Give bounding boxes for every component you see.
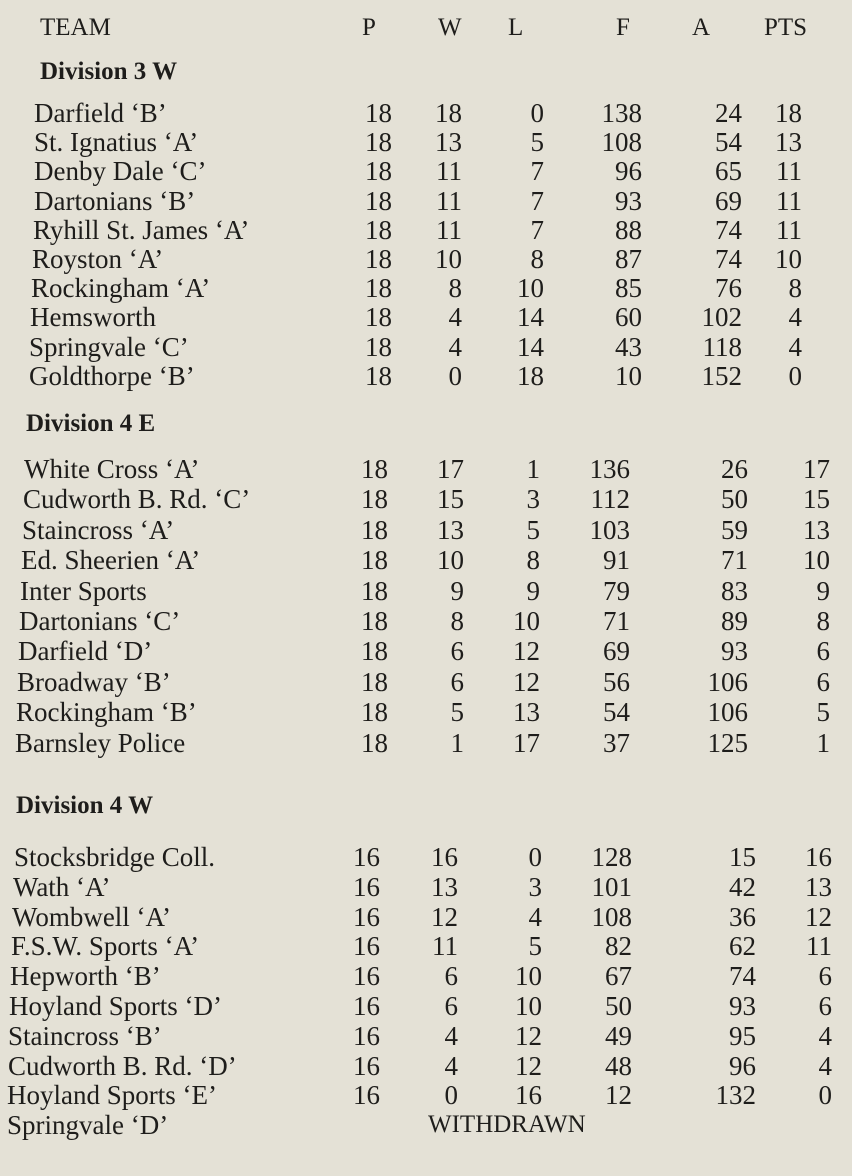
cell-f: 85 (615, 273, 642, 304)
team-name: Inter Sports (20, 575, 147, 606)
cell-f: 108 (601, 127, 642, 158)
cell-l: 8 (530, 244, 544, 274)
table-row (0, 98, 852, 128)
cell-a: 93 (721, 636, 748, 667)
table-row (0, 361, 852, 391)
cell-w: 8 (450, 606, 464, 636)
table-row (0, 545, 852, 575)
cell-l: 12 (513, 636, 540, 667)
cell-f: 56 (603, 666, 630, 697)
cell-f: 48 (605, 1050, 632, 1081)
cell-a: 50 (721, 484, 748, 515)
cell-f: 50 (605, 991, 632, 1021)
cell-l: 14 (517, 302, 544, 333)
cell-l: 7 (530, 214, 544, 245)
table-row (0, 636, 852, 666)
team-name: Dartonians ‘C’ (19, 606, 181, 636)
cell-p: 18 (365, 244, 392, 274)
cell-a: 102 (701, 302, 742, 333)
cell-l: 7 (530, 185, 544, 216)
table-row (0, 332, 852, 362)
cell-w: 16 (431, 842, 458, 872)
cell-l: 10 (515, 961, 542, 992)
table-row (0, 606, 852, 636)
cell-a: 36 (729, 901, 756, 932)
table-row (0, 244, 852, 274)
header-f: F (616, 14, 630, 41)
cell-p: 18 (361, 697, 388, 728)
cell-w: 11 (432, 931, 458, 962)
cell-a: 106 (707, 666, 748, 697)
division-title: Division 3 W (40, 58, 178, 85)
cell-pts: 11 (776, 214, 802, 245)
cell-f: 91 (603, 545, 630, 576)
cell-l: 12 (513, 666, 540, 697)
table-row (0, 302, 852, 332)
team-name: F.S.W. Sports ‘A’ (11, 931, 200, 962)
team-name: Royston ‘A’ (32, 244, 164, 274)
cell-a: 93 (729, 991, 756, 1021)
cell-w: 9 (450, 575, 464, 606)
cell-f: 60 (615, 302, 642, 333)
cell-w: 6 (450, 666, 464, 697)
cell-pts: 6 (818, 991, 832, 1021)
cell-w: 13 (435, 127, 462, 158)
cell-f: 43 (615, 331, 642, 362)
cell-a: 59 (721, 514, 748, 545)
table-row (0, 961, 852, 991)
cell-p: 16 (353, 842, 380, 872)
division-title: Division 4 W (16, 792, 154, 819)
cell-l: 5 (526, 514, 540, 545)
team-name: Darfield ‘B’ (34, 98, 167, 128)
cell-l: 0 (528, 842, 542, 872)
cell-l: 18 (517, 360, 544, 391)
cell-a: 15 (729, 842, 756, 872)
cell-p: 16 (353, 961, 380, 992)
table-row (0, 1080, 852, 1110)
cell-f: 108 (591, 901, 632, 932)
cell-a: 132 (715, 1080, 756, 1111)
cell-pts: 6 (818, 961, 832, 992)
table-row (0, 842, 852, 872)
cell-pts: 0 (788, 360, 802, 391)
cell-a: 95 (729, 1020, 756, 1051)
table-row (0, 454, 852, 484)
team-name: Goldthorpe ‘B’ (29, 360, 195, 391)
table-row (0, 697, 852, 727)
cell-f: 93 (615, 185, 642, 216)
cell-pts: 15 (803, 484, 830, 515)
cell-w: 4 (444, 1050, 458, 1081)
team-name: Staincross ‘A’ (22, 514, 175, 545)
cell-p: 18 (361, 606, 388, 636)
cell-l: 17 (513, 727, 540, 758)
cell-a: 24 (715, 98, 742, 128)
cell-a: 125 (707, 727, 748, 758)
cell-pts: 4 (788, 331, 802, 362)
cell-a: 69 (715, 185, 742, 216)
cell-w: 11 (436, 156, 462, 187)
table-row (0, 576, 852, 606)
cell-l: 16 (515, 1080, 542, 1111)
team-name: Denby Dale ‘C’ (34, 156, 207, 187)
cell-p: 18 (361, 636, 388, 667)
header-w: W (438, 14, 462, 41)
cell-w: 4 (444, 1020, 458, 1051)
team-name: Wath ‘A’ (13, 871, 111, 902)
cell-w: 17 (437, 454, 464, 484)
cell-p: 18 (365, 273, 392, 304)
cell-f: 128 (591, 842, 632, 872)
team-name: Ryhill St. James ‘A’ (33, 214, 250, 245)
table-row (0, 273, 852, 303)
table-row (0, 1051, 852, 1081)
cell-f: 79 (603, 575, 630, 606)
cell-p: 18 (361, 666, 388, 697)
header-p: P (362, 14, 376, 41)
cell-p: 16 (353, 931, 380, 962)
cell-pts: 10 (803, 545, 830, 576)
cell-pts: 10 (775, 244, 802, 274)
header-team: TEAM (40, 14, 111, 41)
table-row (0, 872, 852, 902)
team-name: Springvale ‘D’ (7, 1110, 169, 1141)
cell-a: 76 (715, 273, 742, 304)
team-name: St. Ignatius ‘A’ (34, 127, 199, 158)
cell-pts: 8 (788, 273, 802, 304)
cell-w: 6 (450, 636, 464, 667)
cell-f: 101 (591, 871, 632, 902)
header-a: A (692, 14, 711, 41)
team-name: Hoyland Sports ‘E’ (7, 1080, 217, 1111)
cell-a: 96 (729, 1050, 756, 1081)
team-name: Rockingham ‘A’ (31, 273, 211, 304)
cell-p: 16 (353, 991, 380, 1021)
cell-pts: 11 (776, 185, 802, 216)
cell-l: 9 (526, 575, 540, 606)
cell-a: 118 (702, 331, 742, 362)
cell-p: 16 (353, 901, 380, 932)
cell-w: 4 (448, 302, 462, 333)
cell-p: 18 (365, 214, 392, 245)
cell-a: 71 (721, 545, 748, 576)
team-name: Dartonians ‘B’ (34, 185, 196, 216)
cell-f: 138 (601, 98, 642, 128)
cell-w: 8 (448, 273, 462, 304)
table-row (0, 515, 852, 545)
division-title: Division 4 E (26, 410, 156, 437)
cell-p: 18 (365, 156, 392, 187)
cell-l: 5 (530, 127, 544, 158)
cell-a: 54 (715, 127, 742, 158)
table-row (0, 156, 852, 186)
cell-f: 37 (603, 727, 630, 758)
team-name: Hepworth ‘B’ (10, 961, 161, 992)
table-row (0, 728, 852, 758)
cell-w: 18 (435, 98, 462, 128)
cell-l: 5 (528, 931, 542, 962)
cell-pts: 6 (816, 666, 830, 697)
cell-pts: 4 (788, 302, 802, 333)
cell-p: 18 (361, 575, 388, 606)
cell-w: 11 (436, 185, 462, 216)
cell-f: 96 (615, 156, 642, 187)
cell-p: 18 (361, 484, 388, 515)
cell-a: 74 (715, 244, 742, 274)
cell-a: 65 (715, 156, 742, 187)
cell-w: 0 (444, 1080, 458, 1111)
cell-w: 15 (437, 484, 464, 515)
cell-pts: 13 (803, 514, 830, 545)
cell-l: 14 (517, 331, 544, 362)
cell-a: 106 (707, 697, 748, 728)
cell-pts: 12 (805, 901, 832, 932)
cell-pts: 17 (803, 454, 830, 484)
team-name: Cudworth B. Rd. ‘C’ (23, 484, 251, 515)
team-name: Cudworth B. Rd. ‘D’ (8, 1050, 237, 1081)
team-name: Springvale ‘C’ (29, 331, 189, 362)
cell-pts: 11 (776, 156, 802, 187)
cell-w: 13 (437, 514, 464, 545)
cell-l: 4 (528, 901, 542, 932)
cell-w: 12 (431, 901, 458, 932)
cell-p: 18 (365, 98, 392, 128)
table-row (0, 127, 852, 157)
cell-pts: 6 (816, 636, 830, 667)
cell-w: 11 (436, 214, 462, 245)
cell-a: 74 (715, 214, 742, 245)
cell-pts: 16 (805, 842, 832, 872)
cell-f: 12 (605, 1080, 632, 1111)
cell-w: 10 (437, 545, 464, 576)
cell-pts: 0 (818, 1080, 832, 1111)
cell-l: 3 (528, 871, 542, 902)
team-name: White Cross ‘A’ (24, 454, 200, 484)
table-row (0, 1110, 852, 1140)
cell-p: 18 (361, 727, 388, 758)
cell-p: 18 (365, 302, 392, 333)
cell-a: 42 (729, 871, 756, 902)
cell-l: 7 (530, 156, 544, 187)
cell-f: 112 (590, 484, 630, 515)
cell-l: 13 (513, 697, 540, 728)
table-row (0, 484, 852, 514)
cell-pts: 9 (816, 575, 830, 606)
team-name: Broadway ‘B’ (17, 666, 171, 697)
cell-w: 1 (450, 727, 464, 758)
cell-pts: 11 (806, 931, 832, 962)
cell-p: 18 (365, 127, 392, 158)
cell-l: 8 (526, 545, 540, 576)
cell-p: 16 (353, 1050, 380, 1081)
cell-l: 1 (526, 454, 540, 484)
table-row (0, 1021, 852, 1051)
team-name: Barnsley Police (15, 727, 186, 758)
cell-pts: 13 (805, 871, 832, 902)
cell-f: 69 (603, 636, 630, 667)
table-row (0, 186, 852, 216)
cell-p: 18 (365, 331, 392, 362)
cell-w: 6 (444, 991, 458, 1021)
cell-p: 18 (361, 454, 388, 484)
table-row (0, 215, 852, 245)
cell-pts: 8 (816, 606, 830, 636)
table-row (0, 902, 852, 932)
cell-l: 10 (513, 606, 540, 636)
cell-f: 54 (603, 697, 630, 728)
cell-a: 152 (701, 360, 742, 391)
cell-w: 10 (435, 244, 462, 274)
cell-w: 0 (448, 360, 462, 391)
table-row (0, 931, 852, 961)
cell-f: 103 (589, 514, 630, 545)
cell-pts: 13 (775, 127, 802, 158)
cell-l: 10 (517, 273, 544, 304)
cell-f: 71 (603, 606, 630, 636)
cell-p: 16 (353, 1020, 380, 1051)
cell-a: 83 (721, 575, 748, 606)
cell-a: 62 (729, 931, 756, 962)
table-row (0, 667, 852, 697)
header-l: L (508, 14, 524, 41)
cell-p: 18 (365, 360, 392, 391)
cell-l: 3 (526, 484, 540, 515)
cell-pts: 18 (775, 98, 802, 128)
cell-f: 82 (605, 931, 632, 962)
cell-a: 89 (721, 606, 748, 636)
cell-pts: 5 (816, 697, 830, 728)
team-name: Stocksbridge Coll. (14, 842, 215, 872)
cell-f: 87 (615, 244, 642, 274)
team-name: Rockingham ‘B’ (16, 697, 197, 728)
cell-f: 136 (589, 454, 630, 484)
cell-p: 18 (365, 185, 392, 216)
cell-l: 12 (515, 1020, 542, 1051)
cell-l: 10 (515, 991, 542, 1021)
cell-l: 12 (515, 1050, 542, 1081)
withdrawn-note: WITHDRAWN (428, 1111, 586, 1139)
cell-a: 74 (729, 961, 756, 992)
cell-l: 0 (530, 98, 544, 128)
cell-pts: 4 (818, 1050, 832, 1081)
team-name: Darfield ‘D’ (18, 636, 153, 667)
header-pts: PTS (764, 14, 808, 41)
cell-p: 16 (353, 1080, 380, 1111)
cell-pts: 1 (816, 727, 830, 758)
cell-a: 26 (721, 454, 748, 484)
cell-w: 13 (431, 871, 458, 902)
cell-f: 88 (615, 214, 642, 245)
cell-p: 18 (361, 545, 388, 576)
table-row (0, 991, 852, 1021)
cell-f: 49 (605, 1020, 632, 1051)
team-name: Ed. Sheerien ‘A’ (21, 545, 201, 576)
team-name: Hemsworth (30, 302, 156, 333)
cell-w: 4 (448, 331, 462, 362)
cell-f: 10 (615, 360, 642, 391)
cell-p: 16 (353, 871, 380, 902)
cell-p: 18 (361, 514, 388, 545)
cell-f: 67 (605, 961, 632, 992)
cell-w: 5 (450, 697, 464, 728)
cell-w: 6 (444, 961, 458, 992)
cell-pts: 4 (818, 1020, 832, 1051)
team-name: Hoyland Sports ‘D’ (9, 991, 222, 1021)
team-name: Wombwell ‘A’ (12, 901, 172, 932)
team-name: Staincross ‘B’ (8, 1020, 162, 1051)
